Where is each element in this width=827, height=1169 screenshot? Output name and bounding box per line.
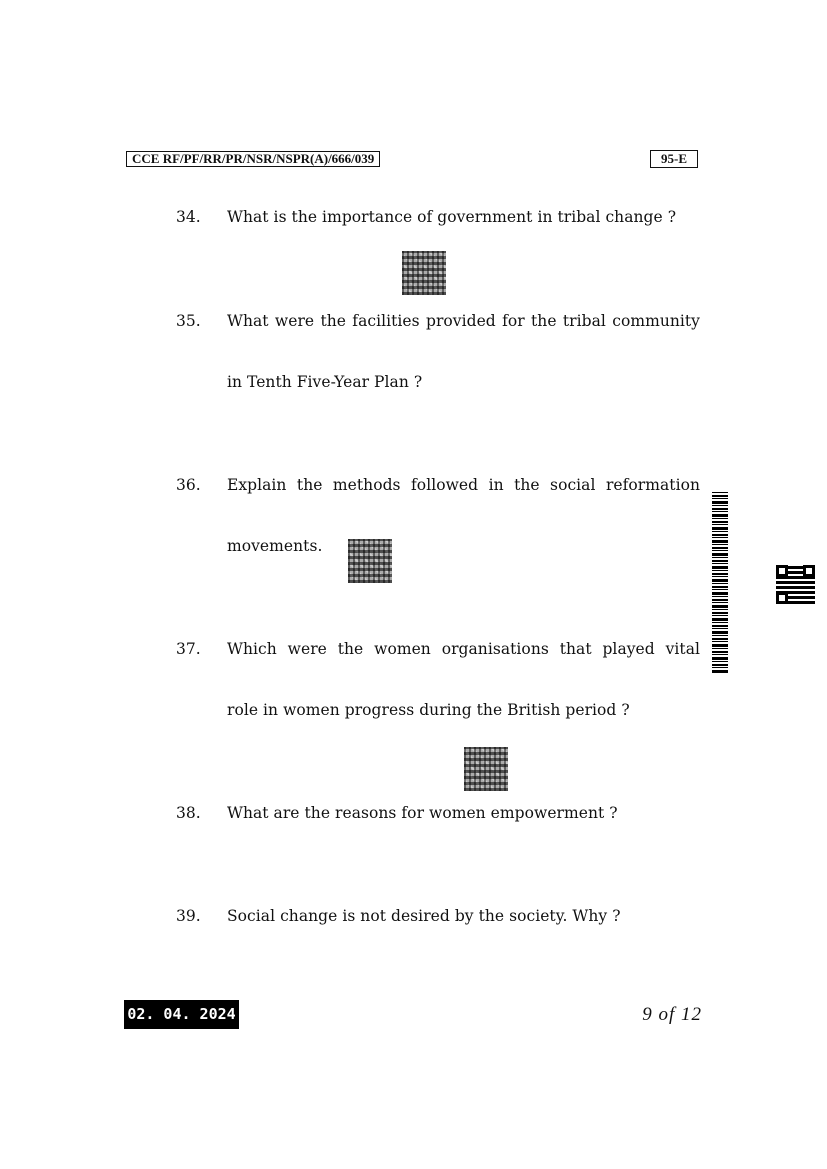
qr-code-icon xyxy=(348,539,392,583)
question-number: 34. xyxy=(176,208,201,226)
question-text: What were the facilities provided for the tribal community xyxy=(227,312,700,330)
question-text: role in women progress during the British period ? xyxy=(227,701,630,719)
qr-code-icon xyxy=(776,565,815,604)
question-number: 39. xyxy=(176,907,201,925)
question-number: 35. xyxy=(176,312,201,330)
version-badge: 95-E xyxy=(650,150,698,168)
question-text: in Tenth Five-Year Plan ? xyxy=(227,373,423,391)
question-text: Explain the methods followed in the social reformation xyxy=(227,476,700,494)
qr-code-icon xyxy=(402,251,446,295)
question-number: 38. xyxy=(176,804,201,822)
qr-code-icon xyxy=(464,747,508,791)
page-number: 9 of 12 xyxy=(642,1004,702,1025)
question-text: What is the importance of government in tribal change ? xyxy=(227,208,677,226)
question-number: 37. xyxy=(176,640,201,658)
exam-date: 02. 04. 2024 xyxy=(124,1000,239,1029)
question-text: movements. xyxy=(227,537,323,555)
question-text: What are the reasons for women empowerment ? xyxy=(227,804,618,822)
question-text: Which were the women organisations that played vital xyxy=(227,640,700,658)
exam-code-header: CCE RF/PF/RR/PR/NSR/NSPR(A)/666/039 xyxy=(126,151,380,167)
barcode-icon xyxy=(712,492,728,674)
question-number: 36. xyxy=(176,476,201,494)
question-text: Social change is not desired by the society. Why ? xyxy=(227,907,621,925)
